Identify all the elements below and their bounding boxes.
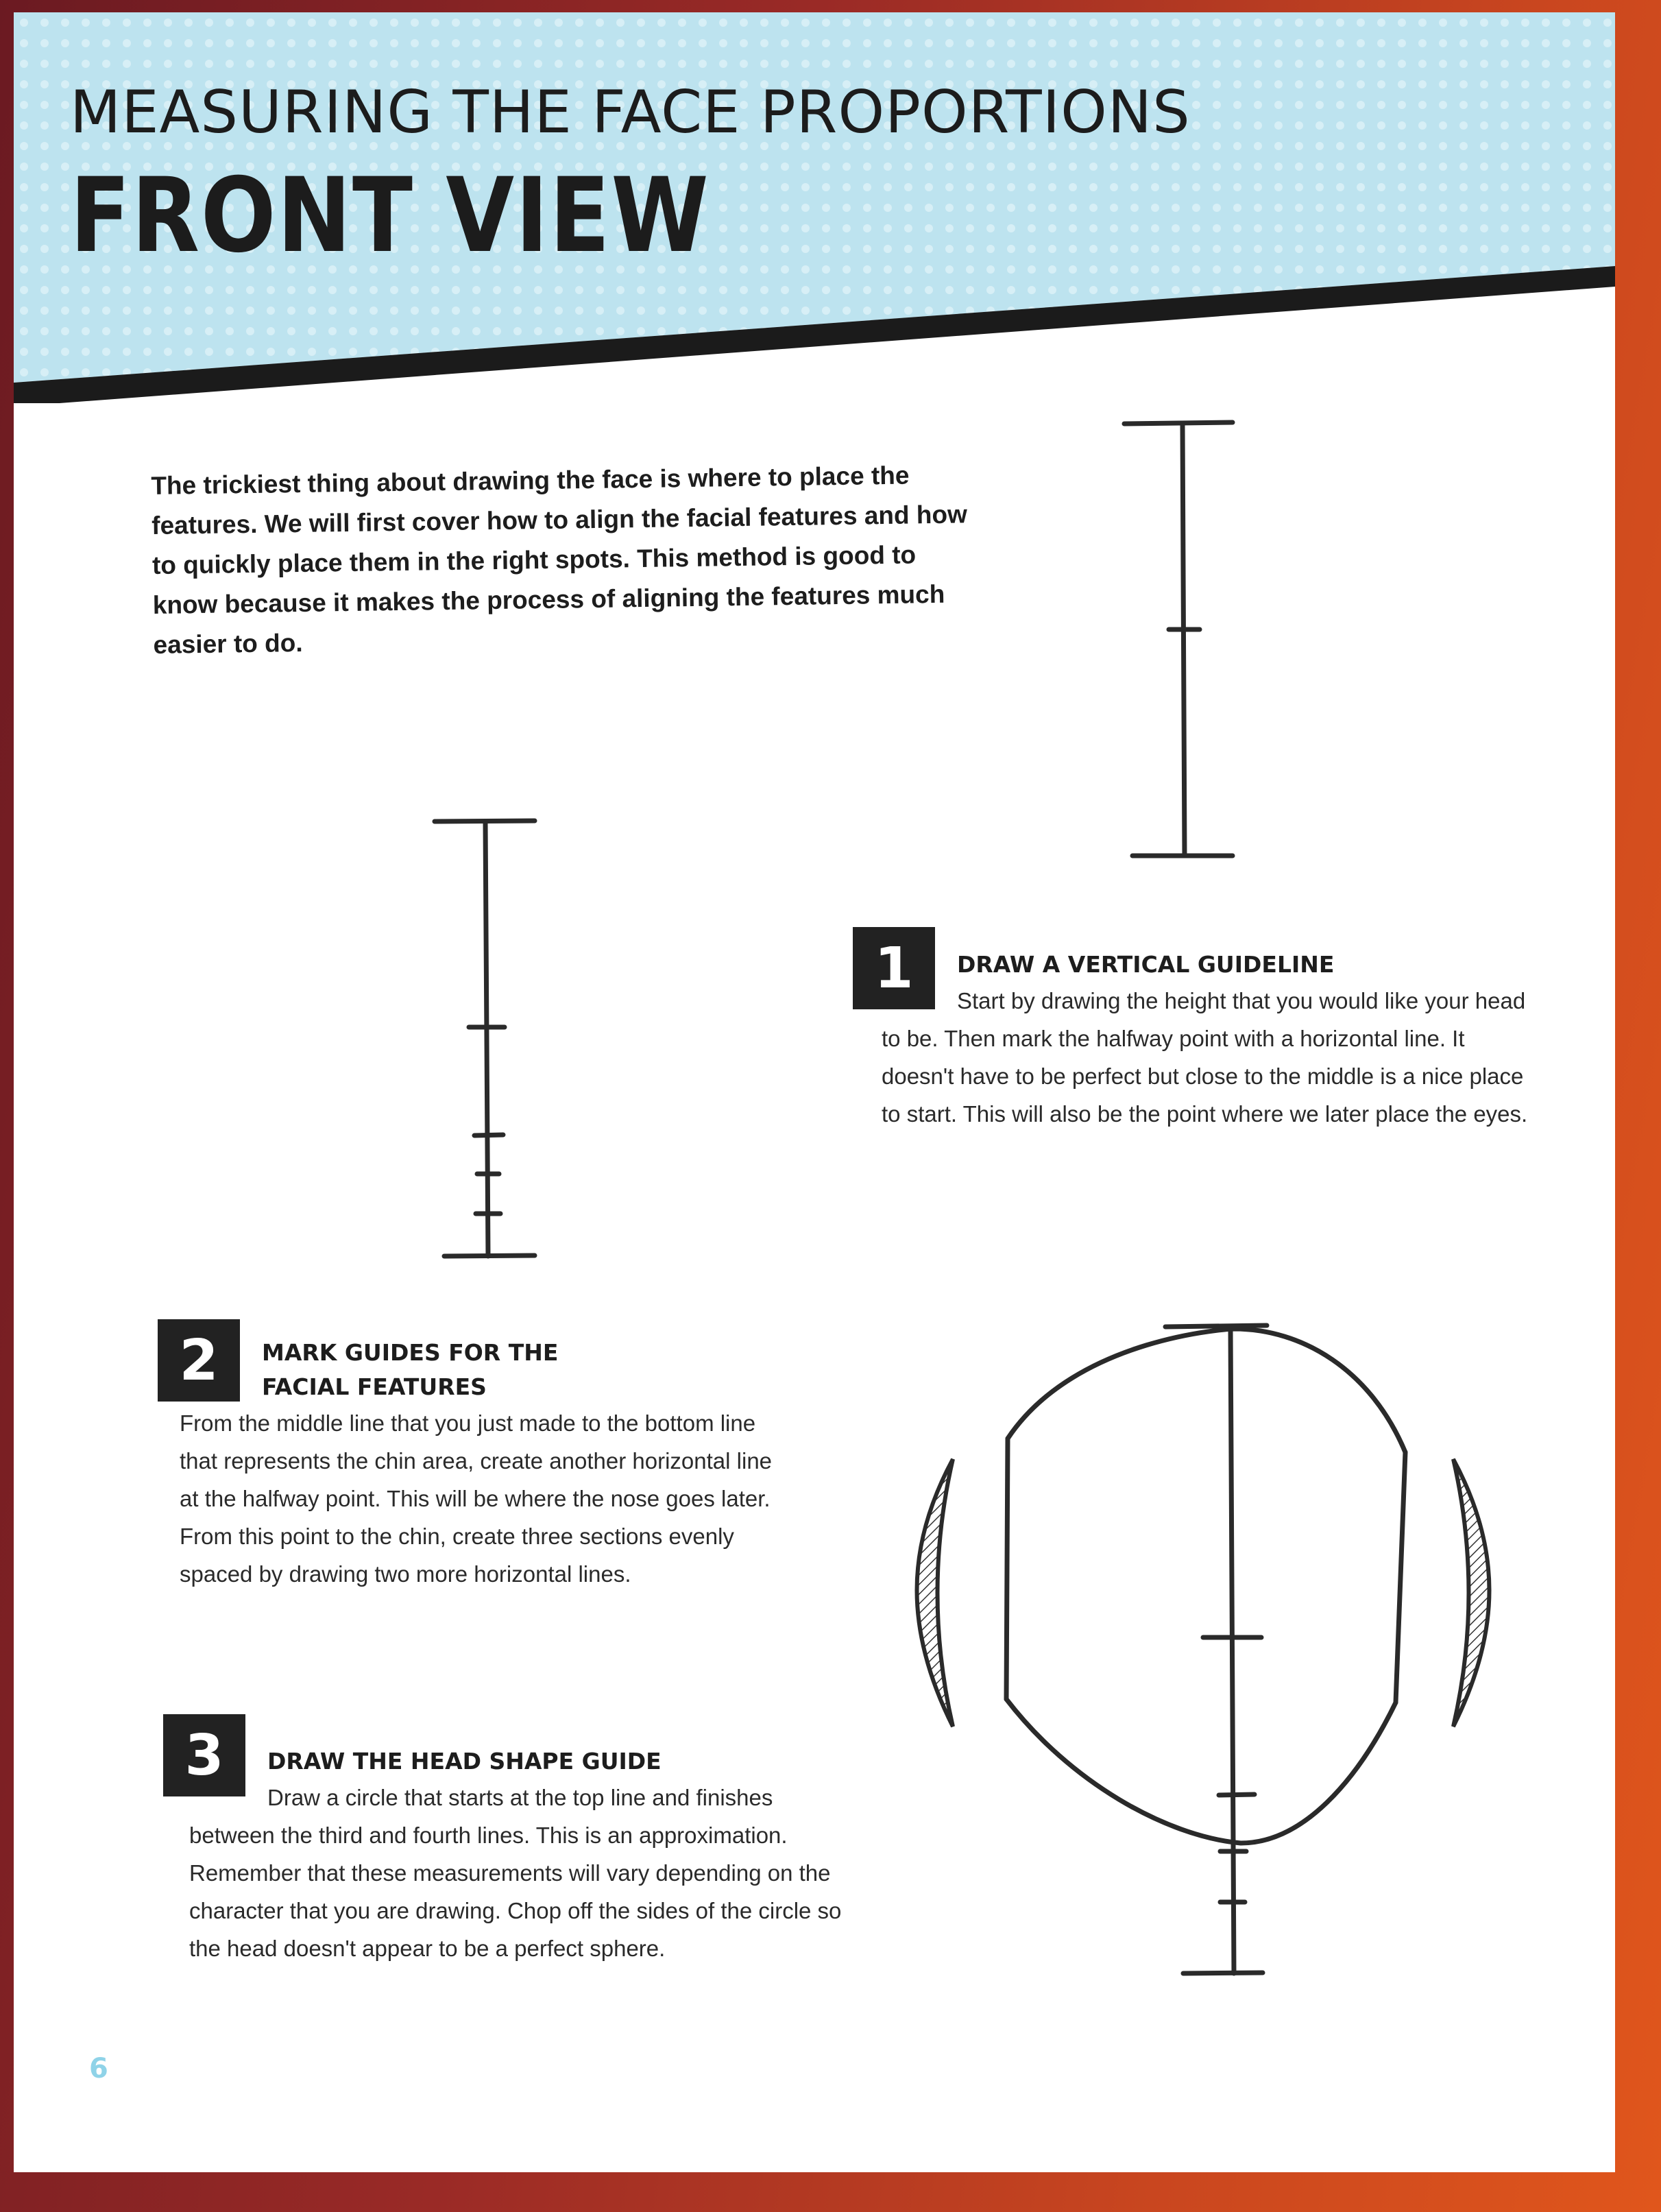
book-page xyxy=(14,12,1615,2172)
vertical-guideline xyxy=(1183,424,1185,856)
intro-paragraph: The trickiest thing about drawing the face is where to place the features. We will first cover how to align the facial features and how to quickly place them in the right spots. This method is good to know because it makes the process of aligning the features much easier to do. xyxy=(151,461,968,659)
step1-title: DRAW A VERTICAL GUIDELINE xyxy=(957,951,1335,978)
head-circle-bottom xyxy=(1006,1699,1396,1843)
top-line xyxy=(1165,1325,1267,1327)
step1-body: Start by drawing the height that you would like your head to be. Then mark the halfway point with a horizontal line. It doesn't have to be perfect but close to the middle is a nice place to start. This will also be the point where we later place the eyes. xyxy=(882,988,1528,1127)
step3-body: Draw a circle that starts at the top line and finishes between the third and fourth lines. This is an approximation. Remember that these measurements will vary depending on the character that you are drawing. Chop off the sides of the circle so the head doesn't appear to be a perfect sphere. xyxy=(189,1785,842,1961)
top-line xyxy=(1124,422,1233,424)
step1-guideline-drawing xyxy=(1111,403,1261,869)
vertical-guideline xyxy=(485,821,488,1256)
vertical-guideline xyxy=(1230,1329,1234,1973)
step2-title: MARK GUIDES FOR THE FACIAL FEATURES xyxy=(262,1339,559,1400)
step3-head-shape-drawing xyxy=(877,1315,1563,2008)
left-chopped-side xyxy=(917,1459,954,1727)
step2-body: From the middle line that you just made to the bottom line that represents the chin area, create another horizontal line at the halfway point. This will be where the nose goes later. From this point to the chin, create three sections evenly spaced by drawing two more horizontal lines. xyxy=(180,1410,773,1587)
step1-number-badge: 1 xyxy=(853,927,935,1009)
chin-line xyxy=(444,1255,535,1256)
head-right-side xyxy=(1396,1452,1405,1703)
step2-number-badge: 2 xyxy=(158,1319,240,1402)
right-chopped-side xyxy=(1453,1459,1490,1727)
page-number: 6 xyxy=(89,2053,108,2084)
header-band xyxy=(14,12,1615,403)
nose-line xyxy=(1219,1794,1254,1795)
page-title-line1: MEASURING THE FACE PROPORTIONS xyxy=(70,78,1191,147)
head-circle-top xyxy=(1008,1329,1405,1452)
head-left-side xyxy=(1006,1439,1008,1699)
step3-title: DRAW THE HEAD SHAPE GUIDE xyxy=(267,1748,662,1775)
page-title-line2: FRONT VIEW xyxy=(70,156,710,276)
step3-number-badge: 3 xyxy=(163,1714,245,1796)
step2-guides-drawing xyxy=(411,801,548,1267)
